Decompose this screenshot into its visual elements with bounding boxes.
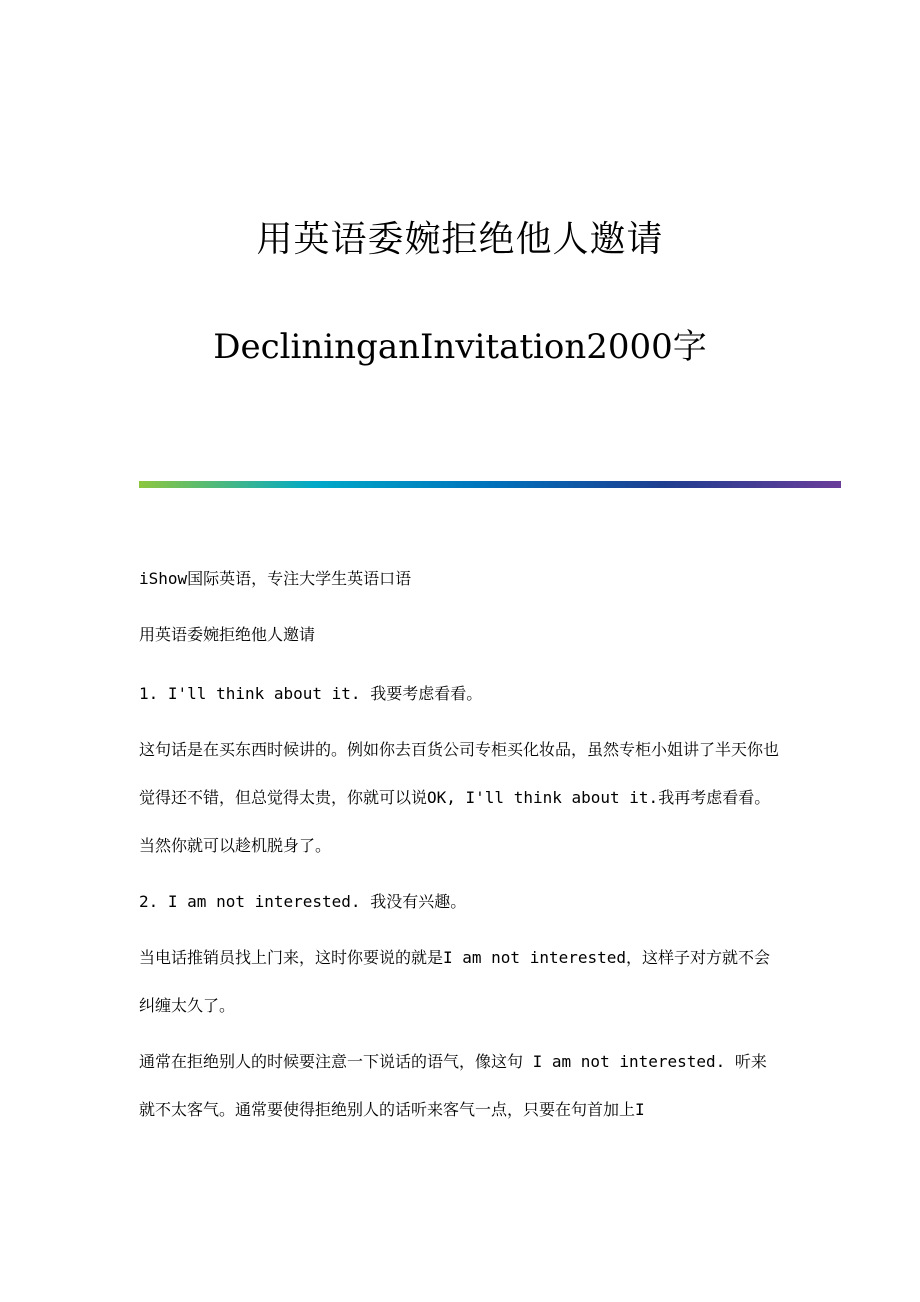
item-2-explanation: 当电话推销员找上门来，这时你要说的就是I am not interested，这样子对方就不会纠缠太久了。 [139, 948, 771, 1015]
title-chinese: 用英语委婉拒绝他人邀请 [256, 219, 664, 260]
gradient-divider [139, 481, 841, 488]
item-2-heading: 2. I am not interested. 我没有兴趣。 [139, 892, 467, 911]
subtitle-line: 用英语委婉拒绝他人邀请 [139, 625, 316, 644]
item-1-heading: 1. I'll think about it. 我要考虑看看。 [139, 684, 483, 703]
intro-line: iShow国际英语，专注大学生英语口语 [139, 569, 412, 588]
document-body [139, 558, 779, 1142]
document-title [0, 210, 920, 377]
item-2-note: 通常在拒绝别人的时候要注意一下说话的语气，像这句 I am not interested. 听来就不太客气。通常要使得拒绝别人的话听来客气一点，只要在句首加上I [139, 1052, 767, 1119]
title-english: DeclininganInvitation2000字 [213, 327, 707, 367]
item-1-explanation: 这句话是在买东西时候讲的。例如你去百货公司专柜买化妆品，虽然专柜小姐讲了半天你也觉得还不错，但总觉得太贵，你就可以说OK, I'll think about it.我再考虑看看。当然你就可以趁机脱身了。 [139, 740, 780, 855]
